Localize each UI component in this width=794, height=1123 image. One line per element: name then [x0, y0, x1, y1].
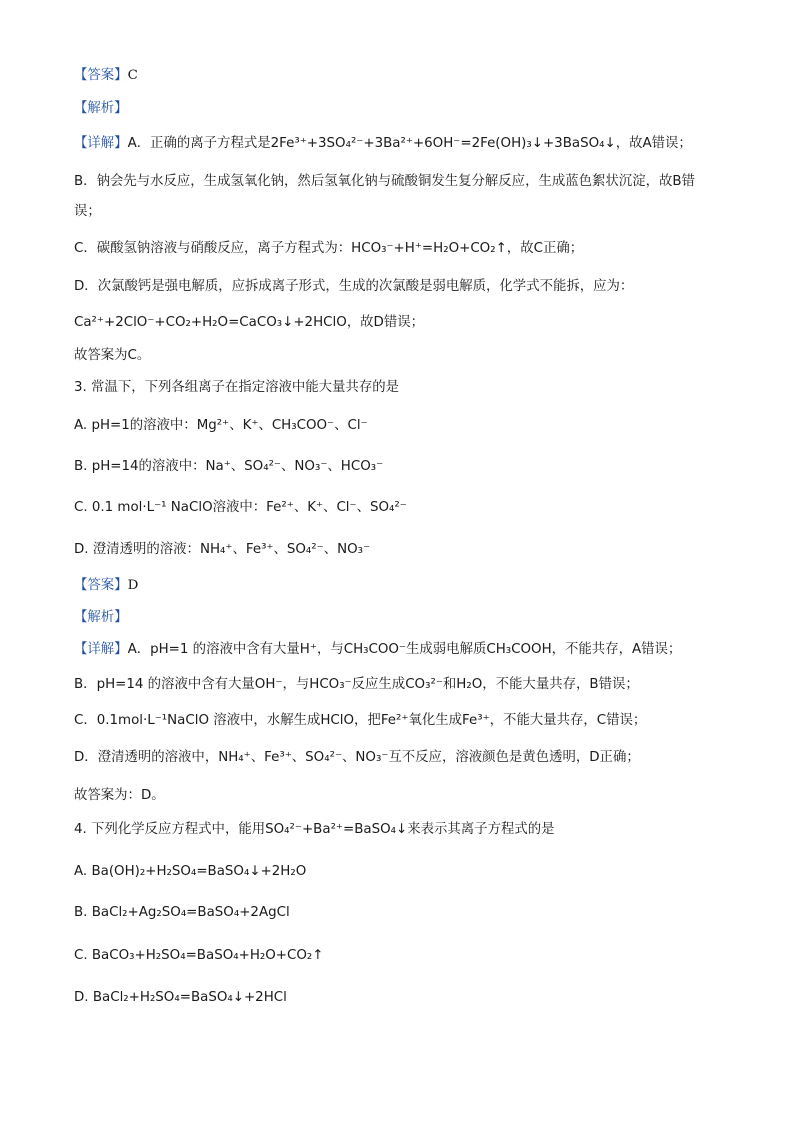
analysis-label: 【解析】 — [74, 101, 128, 116]
detail-line-b1: B．钠会先与水反应，生成氢氧化钠，然后氢氧化钠与硫酸铜发生复分解反应，生成蓝色絮状沉淀，故B错 — [74, 174, 695, 189]
question-3-stem: 3. 常温下，下列各组离子在指定溶液中能大量共存的是 — [74, 380, 400, 395]
answer-line-q3 — [74, 576, 754, 596]
question-3-option-c: C. 0.1 mol·L⁻¹ NaClO溶液中：Fe²⁺、K⁺、Cl⁻、SO₄²⁻ — [74, 500, 407, 515]
question-4-stem: 4. 下列化学反应方程式中，能用SO₄²⁻+Ba²⁺=BaSO₄↓来表示其离子方程式的是 — [74, 822, 555, 837]
detail-label: 【详解】 — [74, 136, 128, 151]
detail-line-c: C．碳酸氢钠溶液与硝酸反应，离子方程式为：HCO₃⁻+H⁺=H₂O+CO₂↑，故C正确； — [74, 241, 584, 256]
q3-detail-line-b: B．pH=14 的溶液中含有大量OH⁻，与HCO₃⁻反应生成CO₃²⁻和H₂O，不能大量共存，B错误； — [74, 677, 639, 692]
detail-text-a: A．正确的离子方程式是2Fe³⁺+3SO₄²⁻+3Ba²⁺+6OH⁻=2Fe(OH)₃↓+3BaSO₄↓，故A错误； — [127, 136, 692, 151]
detail-label: 【详解】 — [74, 642, 128, 657]
answer-value: D — [127, 578, 139, 593]
q3-conclusion-line: 故答案为：D。 — [74, 788, 165, 803]
answer-label: 【答案】 — [74, 578, 128, 593]
question-4-option-d: D. BaCl₂+H₂SO₄=BaSO₄↓+2HCl — [74, 990, 287, 1005]
question-3-option-a: A. pH=1的溶液中：Mg²⁺、K⁺、CH₃COO⁻、Cl⁻ — [74, 418, 368, 433]
answer-label: 【答案】 — [74, 68, 128, 83]
question-4-option-c: C. BaCO₃+H₂SO₄=BaSO₄+H₂O+CO₂↑ — [74, 948, 324, 963]
q3-detail-line-c: C．0.1mol·L⁻¹NaClO 溶液中，水解生成HClO，把Fe²⁺氧化生成Fe³⁺，不能大量共存，C错误； — [74, 713, 647, 728]
conclusion-line: 故答案为C。 — [74, 348, 151, 363]
analysis-label-q3: 【解析】 — [74, 610, 128, 625]
detail-line-d2: Ca²⁺+2ClO⁻+CO₂+H₂O=CaCO₃↓+2HClO，故D错误； — [74, 315, 425, 330]
question-3-option-d: D. 澄清透明的溶液：NH₄⁺、Fe³⁺、SO₄²⁻、NO₃⁻ — [74, 542, 371, 557]
q3-detail-line-d: D．澄清透明的溶液中，NH₄⁺、Fe³⁺、SO₄²⁻、NO₃⁻互不反应，溶液颜色是黄色透明，D正确； — [74, 750, 640, 765]
detail-line-d1: D．次氯酸钙是强电解质，应拆成离子形式，生成的次氯酸是弱电解质，化学式不能拆，应为： — [74, 279, 634, 294]
q3-detail-line-a — [74, 640, 754, 660]
detail-line-b2: 误； — [74, 204, 101, 219]
answer-value: C — [127, 68, 138, 83]
q3-detail-text-a: A．pH=1 的溶液中含有大量H⁺，与CH₃COO⁻生成弱电解质CH₃COOH，不能共存，A错误； — [127, 642, 682, 657]
question-4-option-a: A. Ba(OH)₂+H₂SO₄=BaSO₄↓+2H₂O — [74, 864, 307, 879]
question-4-option-b: B. BaCl₂+Ag₂SO₄=BaSO₄+2AgCl — [74, 905, 290, 920]
detail-line-a — [74, 134, 754, 154]
answer-line — [74, 66, 754, 86]
question-3-option-b: B. pH=14的溶液中：Na⁺、SO₄²⁻、NO₃⁻、HCO₃⁻ — [74, 459, 384, 474]
